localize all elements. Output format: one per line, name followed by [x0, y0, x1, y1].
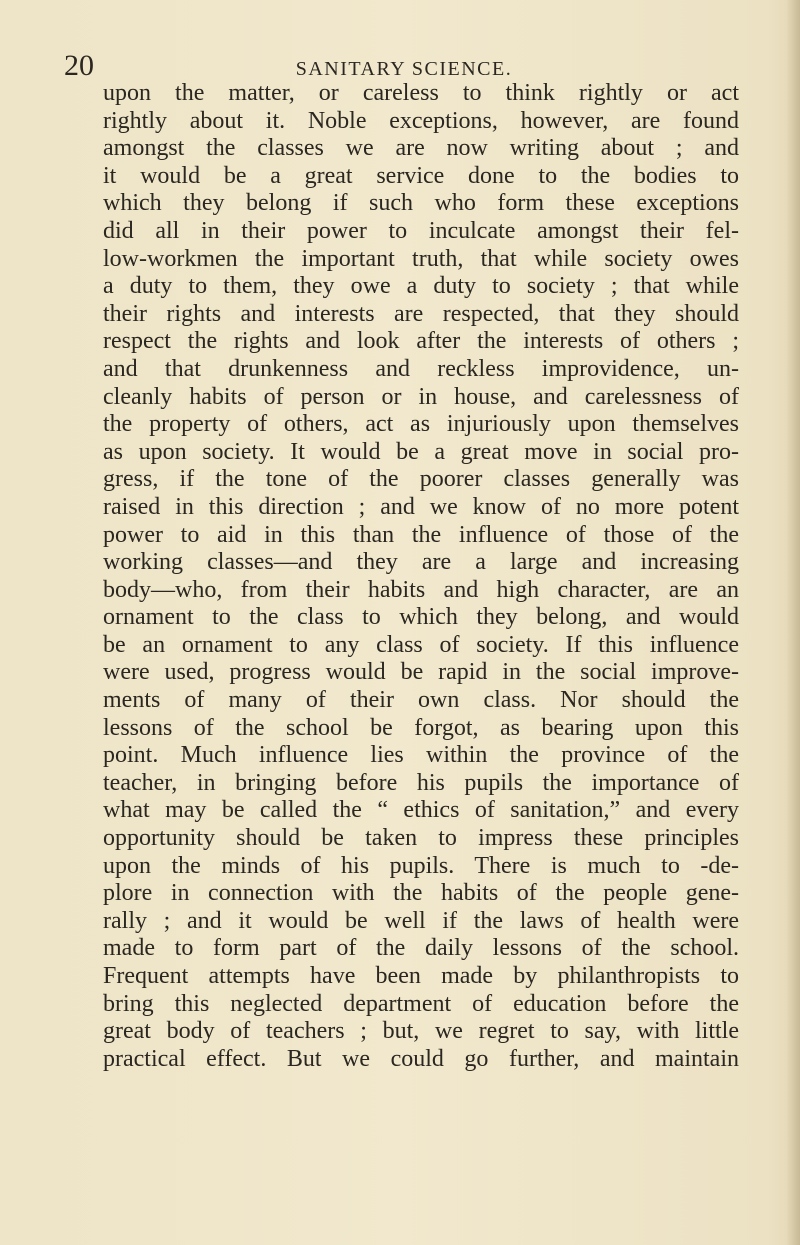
- text-line: ornament to the class to which they belong, and would: [103, 604, 739, 631]
- text-line: respect the rights and look after the interests of others ;: [103, 328, 739, 355]
- text-line: made to form part of the daily lessons of the school.: [103, 935, 739, 962]
- text-line: working classes—and they are a large and increasing: [103, 549, 739, 576]
- text-line: great body of teachers ; but, we regret to say, with little: [103, 1018, 739, 1045]
- text-line: low-workmen the important truth, that while society owes: [103, 245, 739, 272]
- text-line: rally ; and it would be well if the laws of health were: [103, 907, 739, 934]
- text-line: point. Much influence lies within the province of the: [103, 742, 739, 769]
- text-line: a duty to them, they owe a duty to society ; that while: [103, 273, 739, 300]
- text-line: rightly about it. Noble exceptions, however, are found: [103, 107, 739, 134]
- text-line: were used, progress would be rapid in the social improve-: [103, 659, 739, 686]
- text-line: upon the matter, or careless to think rightly or act: [103, 80, 739, 106]
- text-line: as upon society. It would be a great move in social pro-: [103, 438, 739, 465]
- text-line: gress, if the tone of the poorer classes generally was: [103, 466, 739, 493]
- text-line: which they belong if such who form these exceptions: [103, 190, 739, 217]
- text-line: Frequent attempts have been made by philanthropists to: [103, 963, 739, 989]
- running-head: SANITARY SCIENCE.: [295, 58, 513, 80]
- page-edge-shadow: [786, 0, 800, 1245]
- text-line: the property of others, act as injuriously upon themselves: [103, 411, 739, 438]
- text-line: lessons of the school be forgot, as bearing upon this: [103, 714, 739, 741]
- page-number: 20: [64, 49, 94, 82]
- text-line: upon the minds of his pupils. There is much to -de-: [103, 852, 739, 879]
- text-line: and that drunkenness and reckless improvidence, un-: [103, 355, 739, 382]
- text-line: teacher, in bringing before his pupils the importance of: [103, 769, 739, 796]
- body-text: [103, 80, 739, 1073]
- text-line: it would be a great service done to the bodies to: [103, 162, 739, 189]
- text-line: did all in their power to inculcate amongst their fel-: [103, 217, 739, 244]
- text-line: opportunity should be taken to impress these principles: [103, 825, 739, 852]
- text-line: practical effect. But we could go further, and maintain: [103, 1045, 739, 1072]
- text-line: cleanly habits of person or in house, and carelessness of: [103, 383, 739, 410]
- text-line: their rights and interests are respected, that they should: [103, 300, 739, 327]
- text-line: body—who, from their habits and high character, are an: [103, 576, 739, 603]
- text-line: raised in this direction ; and we know of no more potent: [103, 493, 739, 520]
- text-line: power to aid in this than the influence of those of the: [103, 521, 739, 548]
- text-line: amongst the classes we are now writing about ; and: [103, 135, 739, 162]
- text-line: ments of many of their own class. Nor should the: [103, 687, 739, 714]
- text-line: bring this neglected department of education before the: [103, 990, 739, 1017]
- text-line: be an ornament to any class of society. If this influence: [103, 631, 739, 658]
- text-line: what may be called the “ ethics of sanitation,” and every: [103, 797, 739, 824]
- text-line: plore in connection with the habits of the people gene-: [103, 880, 739, 907]
